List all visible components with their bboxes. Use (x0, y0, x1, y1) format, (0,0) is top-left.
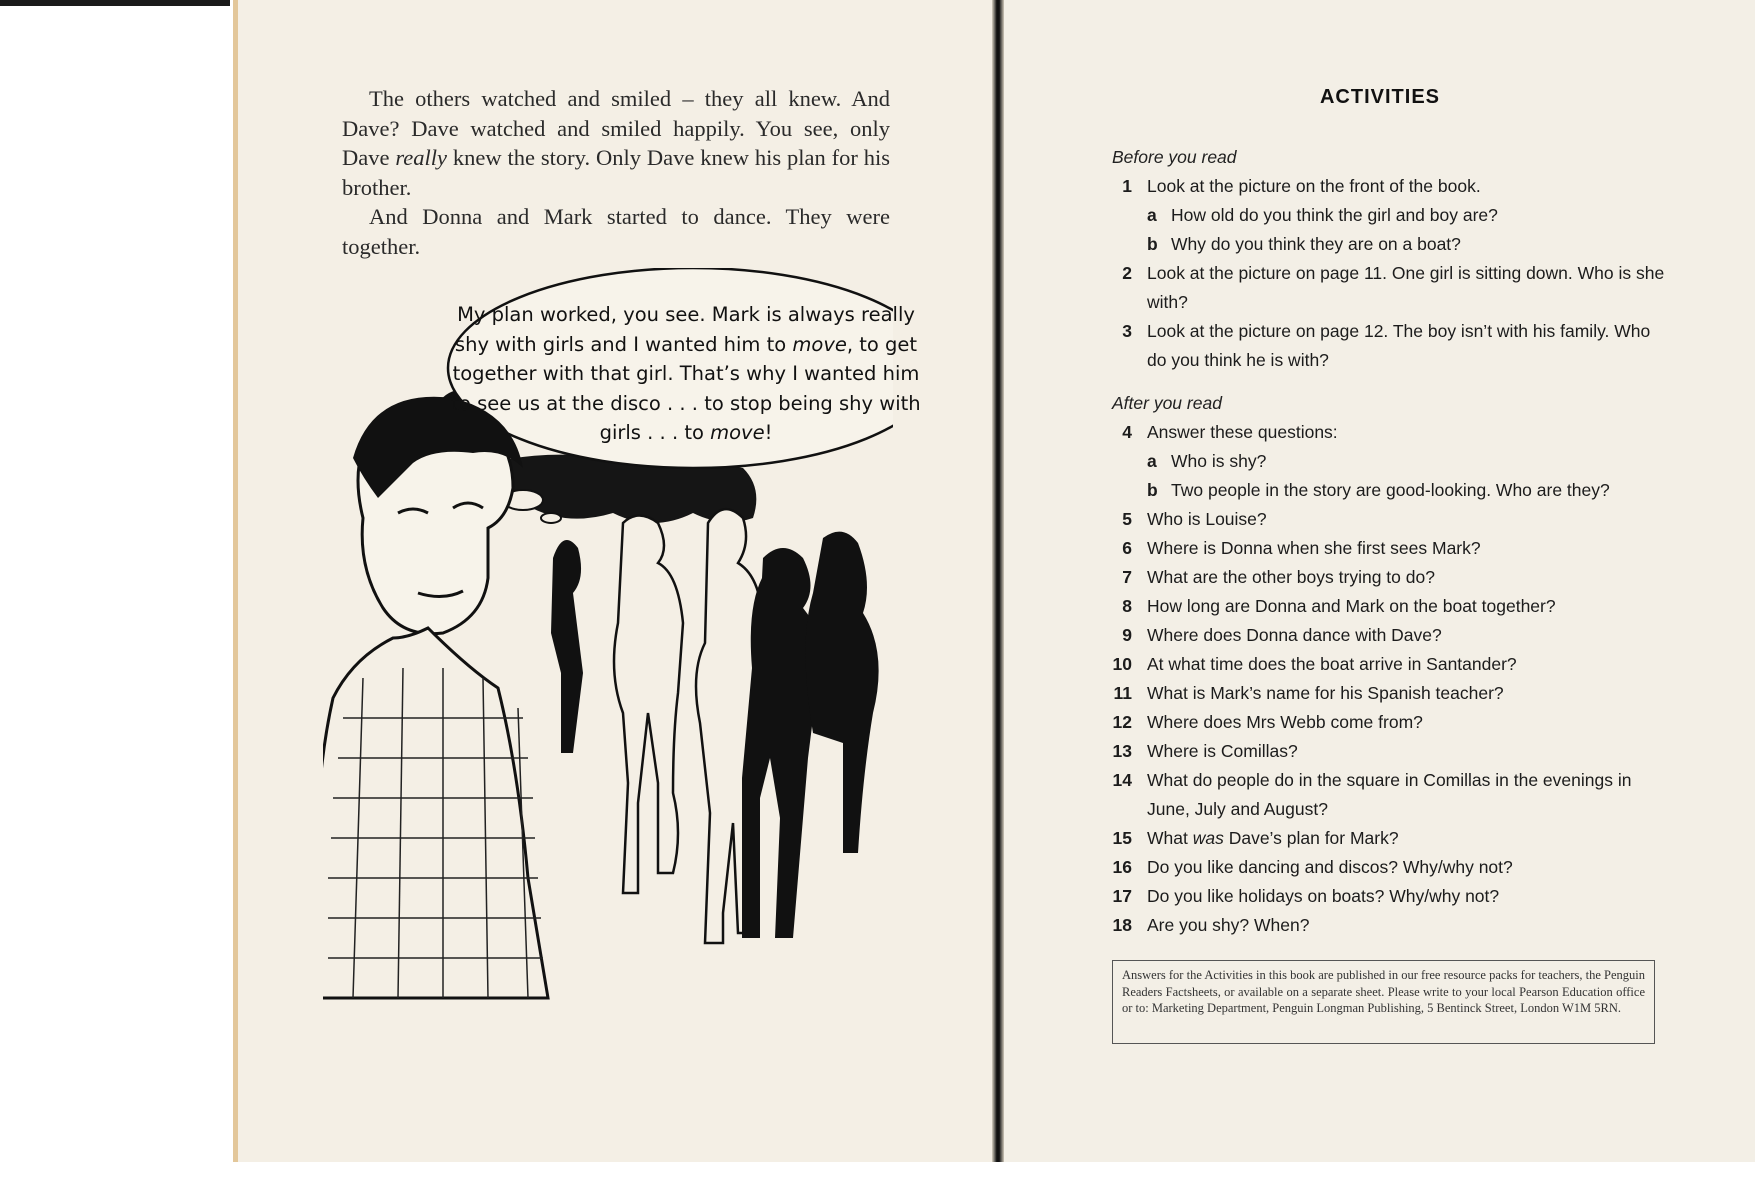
after-you-read-title: After you read (1112, 393, 1222, 413)
activities-heading: ACTIVITIES (1319, 86, 1440, 108)
page-bottom-edge (233, 1162, 1755, 1182)
speech-bubble-text: My plan worked, you see. Mark is always really shy with girls and I wanted him to move, to get together with that girl. That’s why I wanted him to see us at the disco . . . to stop being shy with girls . . . to move! (451, 303, 921, 444)
story-paragraph-2: And Donna and Mark started to dance. They were together. (342, 204, 890, 259)
book-gutter (992, 0, 1004, 1172)
story-paragraph-1: The others watched and smiled – they all knew. And Dave? Dave watched and smiled happily. You see, only Dave really knew the story. Only Dave knew his plan for his brother. (342, 86, 890, 200)
answers-note-box: Answers for the Activities in this book are published in our free resource packs for teachers, the Penguin Readers Factsheets, or available on a separate sheet. Please write to your local Pearson Education office or to: Marketing Department, Penguin Longman Publishing, 5 Bentinck Street, London W1M 5RN. (1112, 960, 1655, 1044)
story-text (342, 84, 890, 261)
before-you-read-title: Before you read (1112, 147, 1237, 167)
scan-edge-strip (0, 0, 230, 6)
